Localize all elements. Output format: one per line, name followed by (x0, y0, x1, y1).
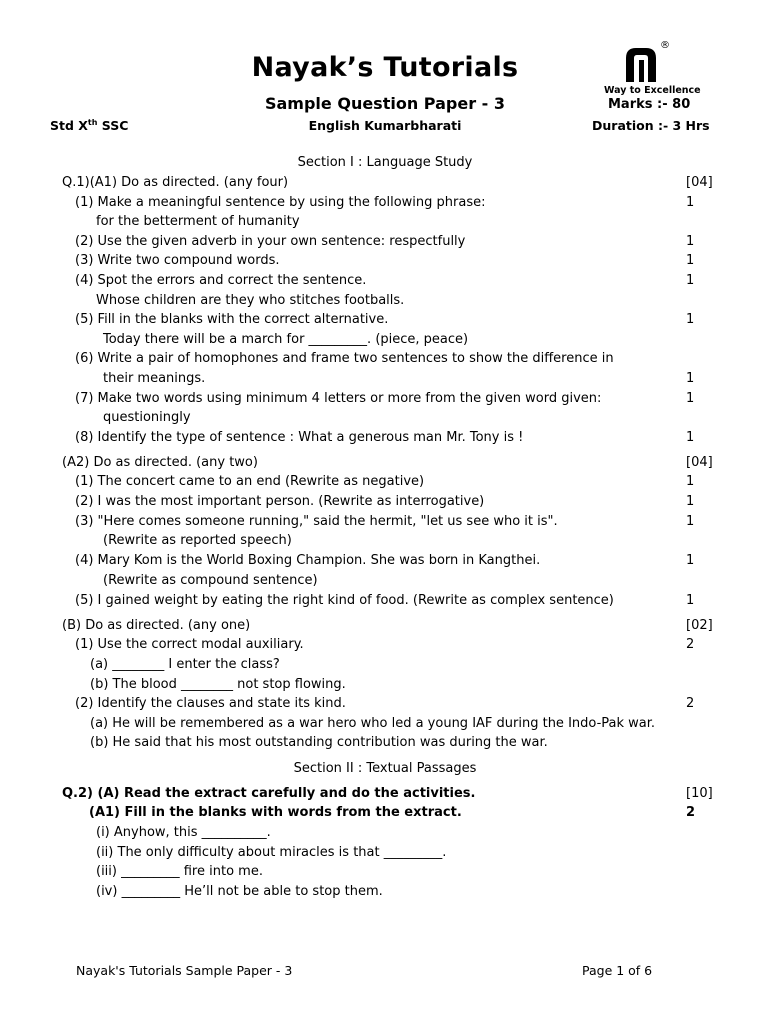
question-line: (a) ________ I enter the class? (90, 657, 280, 672)
q2-a1-marks: 2 (686, 805, 696, 820)
question-line: their meanings. (103, 371, 206, 386)
question-line: (iv) _________ He’ll not be able to stop them. (96, 884, 383, 899)
section-2-title: Section II : Textual Passages (293, 761, 477, 776)
question-line: Today there will be a march for _________. (piece, peace) (103, 332, 469, 347)
question-line: questioningly (103, 410, 191, 425)
registered-mark: ® (660, 40, 670, 51)
question-marks: 1 (686, 234, 695, 249)
question-line: (i) Anyhow, this __________. (96, 825, 271, 840)
q1-a2-marks: [04] (686, 455, 713, 470)
question-line: (2) Identify the clauses and state its kind. (75, 696, 346, 711)
question-marks: 1 (686, 494, 695, 509)
question-line: Whose children are they who stitches footballs. (96, 293, 405, 308)
tagline: Way to Excellence (604, 85, 701, 96)
question-line: (3) Write two compound words. (75, 253, 280, 268)
question-line: (iii) _________ fire into me. (96, 864, 263, 879)
question-marks: 1 (686, 371, 695, 386)
institute-title: Nayak’s Tutorials (251, 52, 519, 83)
question-marks: 2 (686, 696, 695, 711)
question-marks: 1 (686, 195, 695, 210)
question-line: (2) Use the given adverb in your own sentence: respectfully (75, 234, 466, 249)
question-marks: 1 (686, 430, 695, 445)
question-line: (ii) The only difficulty about miracles is that _________. (96, 845, 447, 860)
question-line: (5) I gained weight by eating the right kind of food. (Rewrite as complex sentence) (75, 593, 614, 608)
question-line: (5) Fill in the blanks with the correct alternative. (75, 312, 389, 327)
question-marks: 1 (686, 593, 695, 608)
question-line: (4) Spot the errors and correct the sentence. (75, 273, 367, 288)
question-marks: 1 (686, 312, 695, 327)
question-marks: 1 (686, 514, 695, 529)
question-marks: 1 (686, 474, 695, 489)
question-line: (6) Write a pair of homophones and frame two sentences to show the difference in (75, 351, 614, 366)
section-1-title: Section I : Language Study (297, 155, 473, 170)
q2-marks: [10] (686, 786, 713, 801)
question-line: (Rewrite as reported speech) (103, 533, 292, 548)
question-marks: 2 (686, 637, 695, 652)
q1-a2-heading: (A2) Do as directed. (any two) (62, 455, 258, 470)
question-line: (b) He said that his most outstanding contribution was during the war. (90, 735, 548, 750)
question-marks: 1 (686, 253, 695, 268)
footer-left: Nayak's Tutorials Sample Paper - 3 (76, 963, 293, 978)
question-marks: 1 (686, 391, 695, 406)
q1-b-heading: (B) Do as directed. (any one) (62, 618, 251, 633)
question-line: (3) "Here comes someone running," said the hermit, "let us see who it is". (75, 514, 558, 529)
question-line: (8) Identify the type of sentence : What a generous man Mr. Tony is ! (75, 430, 524, 445)
question-line: (1) Use the correct modal auxiliary. (75, 637, 304, 652)
q1-a1-heading: Q.1)(A1) Do as directed. (any four) (62, 175, 289, 190)
question-line: (b) The blood ________ not stop flowing. (90, 677, 346, 692)
question-line: (1) Make a meaningful sentence by using the following phrase: (75, 195, 486, 210)
question-line: (a) He will be remembered as a war hero who led a young IAF during the Indo-Pak war. (90, 716, 656, 731)
duration-label: Duration :- 3 Hrs (592, 118, 710, 133)
question-line: (7) Make two words using minimum 4 letters or more from the given word given: (75, 391, 602, 406)
question-line: (4) Mary Kom is the World Boxing Champion. She was born in Kangthei. (75, 553, 541, 568)
question-line: for the betterment of humanity (96, 214, 300, 229)
paper-title: Sample Question Paper - 3 (264, 94, 505, 113)
subject-label: English Kumarbharati (308, 118, 462, 133)
q1-b-marks: [02] (686, 618, 713, 633)
q2-a1-heading: (A1) Fill in the blanks with words from the extract. (89, 805, 462, 820)
q1-a1-marks: [04] (686, 175, 713, 190)
question-marks: 1 (686, 273, 695, 288)
std-label: Std Xth SSC (50, 118, 129, 134)
page-number: Page 1 of 6 (582, 963, 653, 978)
question-line: (Rewrite as compound sentence) (103, 573, 318, 588)
q2-heading: Q.2) (A) Read the extract carefully and do the activities. (62, 786, 476, 801)
total-marks: Marks :- 80 (608, 97, 691, 112)
question-line: (2) I was the most important person. (Rewrite as interrogative) (75, 494, 485, 509)
question-line: (1) The concert came to an end (Rewrite as negative) (75, 474, 425, 489)
question-marks: 1 (686, 553, 695, 568)
